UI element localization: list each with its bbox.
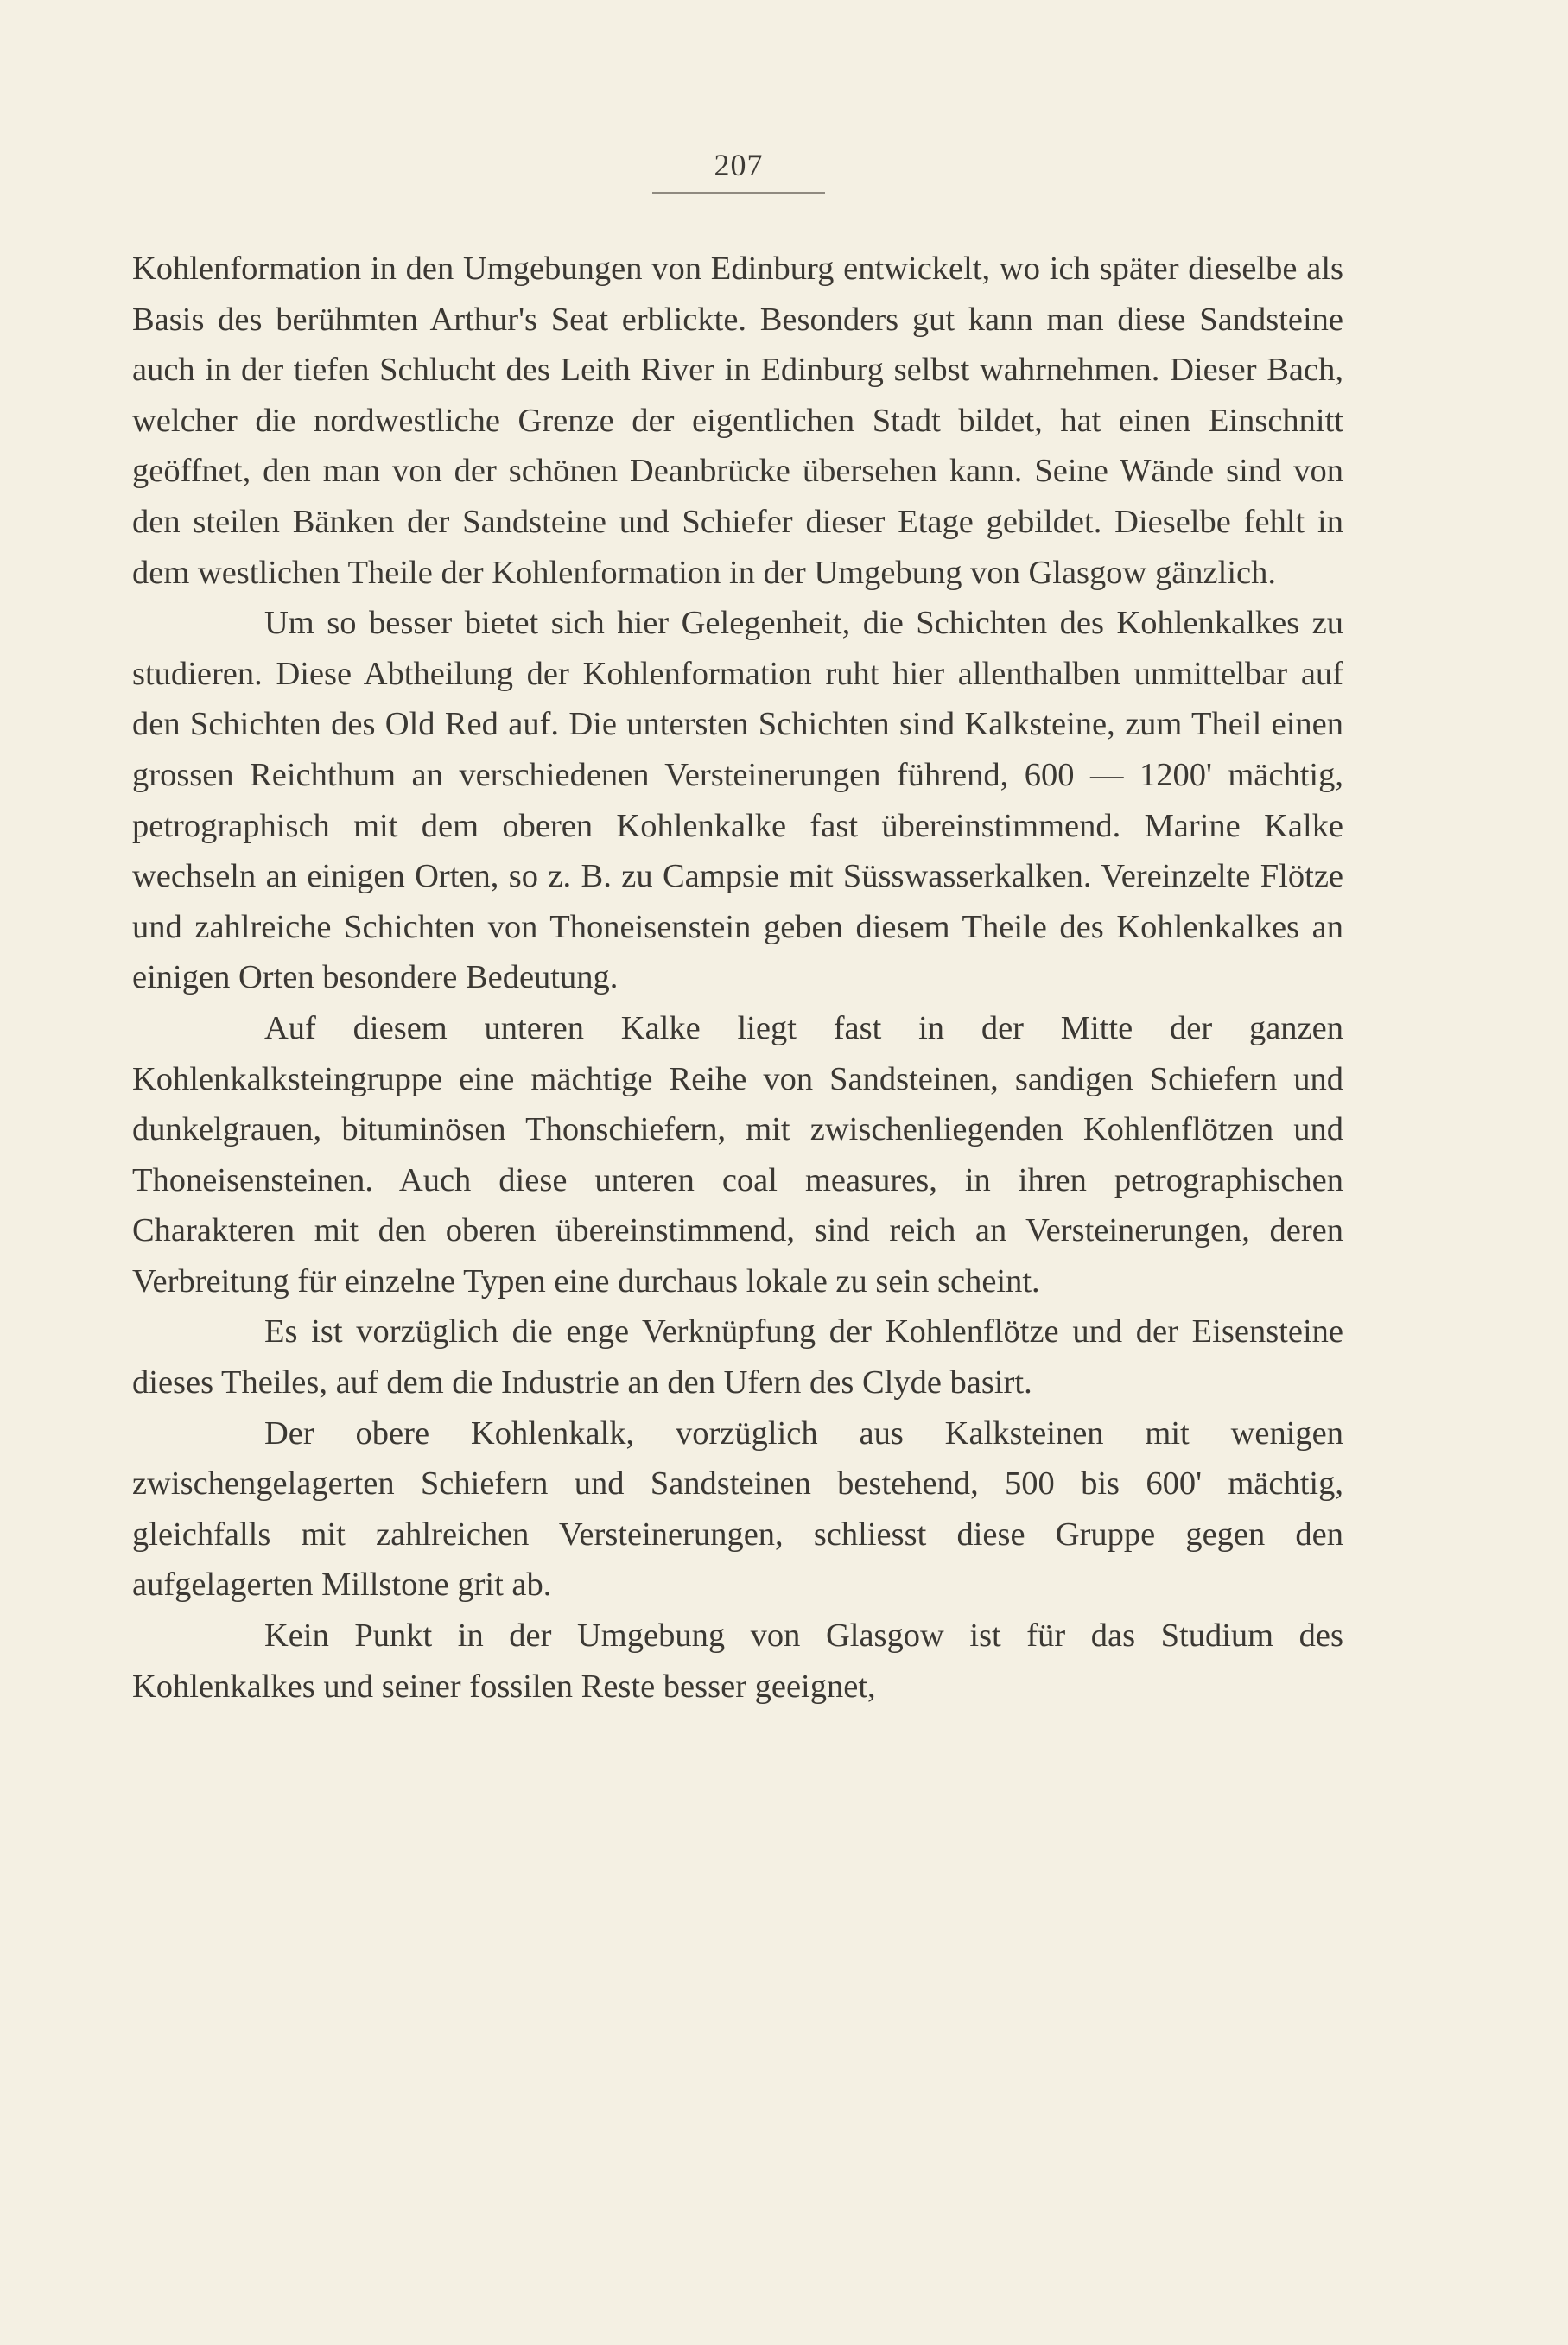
body-text (132, 244, 1343, 1712)
paragraph-4: Es ist vorzüglich die enge Verknüpfung der Kohlenflötze und der Eisensteine dieses Theiles, auf dem die Industrie an den Ufern des Clyde basirt. (132, 1313, 1343, 1401)
paragraph-1: Kohlenformation in den Umgebungen von Edinburg entwickelt, wo ich später dieselbe als Basis des berühmten Arthur's Seat erblickte. Besonders gut kann man diese Sandsteine auch in der tiefen Schlucht des Leith River in Edinburg selbst wahrnehmen. Dieser Bach, welcher die nordwestliche Grenze der eigentlichen Stadt bildet, hat einen Einschnitt geöffnet, den man von der schönen Deanbrücke übersehen kann. Seine Wände sind von den steilen Bänken der Sandsteine und Schiefer dieser Etage gebildet. Dieselbe fehlt in dem westlichen Theile der Kohlenformation in der Umgebung von Glasgow gänzlich. (132, 251, 1343, 591)
paragraph-2: Um so besser bietet sich hier Gelegenheit, die Schichten des Kohlenkalkes zu studieren. Diese Abtheilung der Kohlenformation ruht hier allenthalben unmittelbar auf den Schichten des Old Red auf. Die untersten Schichten sind Kalksteine, zum Theil einen grossen Reichthum an verschiedenen Versteinerungen führend, 600 — 1200' mächtig, petrographisch mit dem oberen Kohlenkalke fast übereinstimmend. Marine Kalke wechseln an einigen Orten, so z. B. zu Campsie mit Süsswasserkalken. Vereinzelte Flötze und zahlreiche Schichten von Thoneisenstein geben diesem Theile des Kohlenkalkes an einigen Orten besondere Bedeutung. (132, 605, 1343, 996)
page-number: 207 (714, 148, 764, 182)
paragraph-6: Kein Punkt in der Umgebung von Glasgow ist für das Studium des Kohlenkalkes und seiner fossilen Reste besser geeignet, (132, 1617, 1343, 1705)
header-rule (652, 192, 825, 194)
paragraph-3: Auf diesem unteren Kalke liegt fast in der Mitte der ganzen Kohlenkalksteingruppe eine mächtige Reihe von Sandsteinen, sandigen Schiefern und dunkelgrauen, bituminösen Thonschiefern, mit zwischenliegenden Kohlenflötzen und Thoneisensteinen. Auch diese unteren coal measures, in ihren petrographischen Charakteren mit den oberen übereinstimmend, sind reich an Versteinerungen, deren Verbreitung für einzelne Typen eine durchaus lokale zu sein scheint. (132, 1009, 1343, 1300)
paragraph-5: Der obere Kohlenkalk, vorzüglich aus Kalksteinen mit wenigen zwischengelagerten Schiefern und Sandsteinen bestehend, 500 bis 600' mächtig, gleichfalls mit zahlreichen Versteinerungen, schliesst diese Gruppe gegen den aufgelagerten Millstone grit ab. (132, 1414, 1343, 1604)
